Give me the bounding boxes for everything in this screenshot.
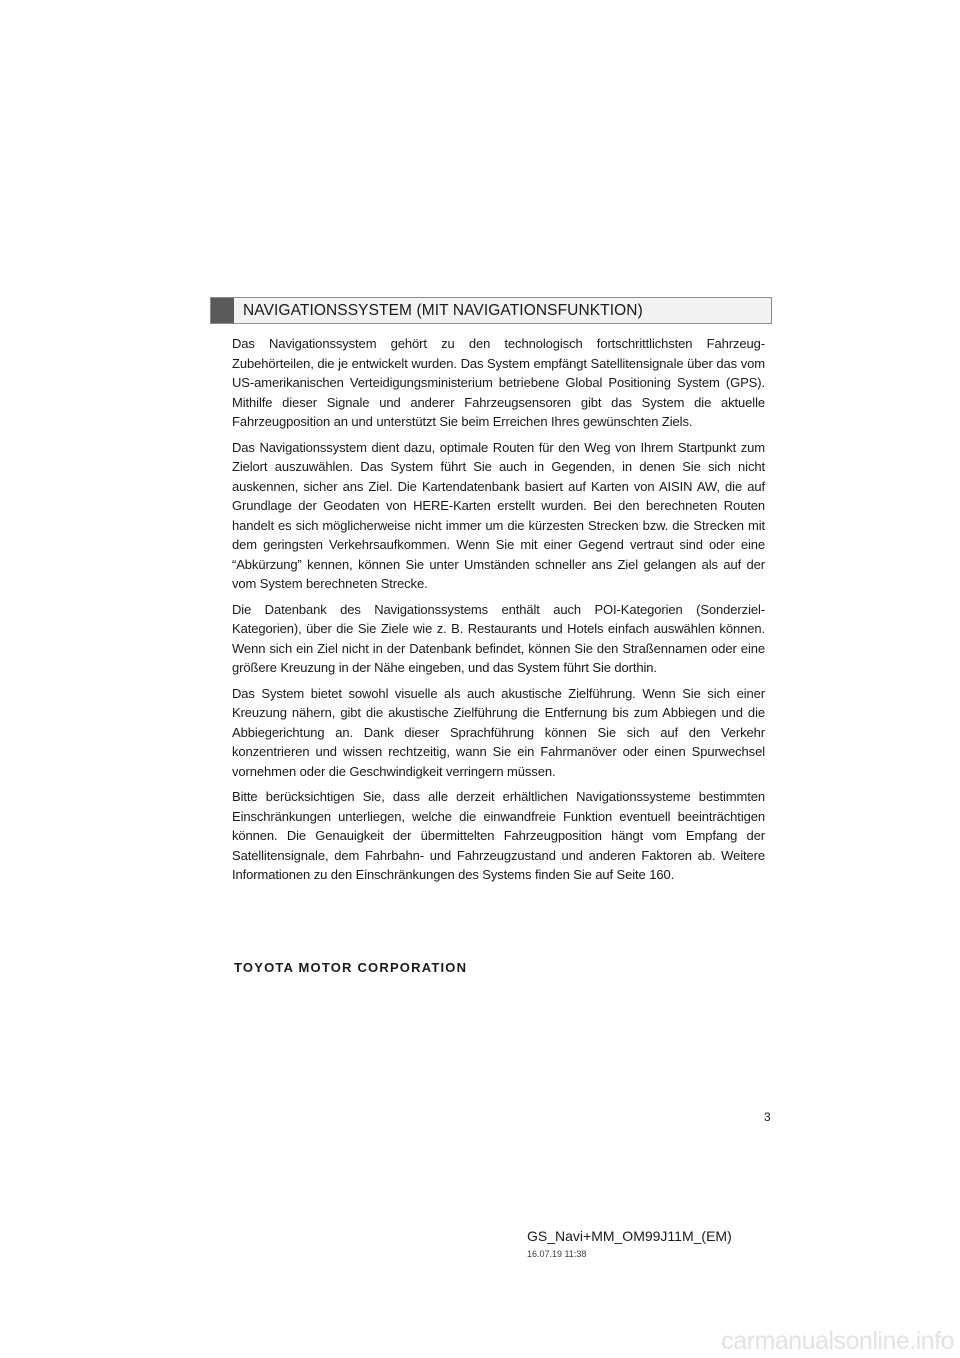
paragraph-limitations: Bitte berücksichtigen Sie, dass alle derzeit erhältlichen Navigationssysteme bestimmten Einschränkungen unterliegen, welche die einwandfreie Funktion eventuell beeinträchtigen können. Die Genauigkeit der übermittelten Fahrzeugposition hängt vom Empfang der Satellitensignale, dem Fahrbahn- und Fahrzeugzustand und anderen Faktoren ab. Weitere Informationen zu den Einschränkungen des Systems finden Sie auf Seite 160.: [232, 789, 765, 882]
section-marker: [211, 298, 234, 323]
paragraph-intro: Das Navigationssystem gehört zu den technologisch fortschrittlichsten Fahrzeug-Zubehörteilen, die je entwickelt wurden. Das System empfängt Satellitensignale über das vom US-amerikanischen Verteidigungsministerium betriebene Global Positioning System (GPS). Mithilfe dieser Signale und anderer Fahrzeugsensoren gibt das System die aktuelle Fahrzeugposition an und unterstützt Sie beim Erreichen Ihres gewünschten Ziels.: [232, 336, 765, 429]
section-title: NAVIGATIONSSYSTEM (MIT NAVIGATIONSFUNKTION): [243, 302, 643, 319]
paragraph-database: Die Datenbank des Navigationssystems enthält auch POI-Kategorien (Sonderziel-Kategorien), über die Sie Ziele wie z. B. Restaurants und Hotels einfach auswählen können. Wenn sich ein Ziel nicht in der Datenbank befindet, können Sie den Straßennamen oder eine größere Kreuzung in der Nähe eingeben, und das System führt Sie dorthin.: [232, 601, 765, 675]
page-number: 3: [764, 1110, 771, 1124]
brand-name: TOYOTA MOTOR CORPORATION: [234, 960, 468, 975]
paragraph-routes: Das Navigationssystem dient dazu, optimale Routen für den Weg von Ihrem Startpunkt zum Zielort auszuwählen. Das System führt Sie auch in Gegenden, in denen Sie sich nicht auskennen, sicher ans Ziel. Die Kartendatenbank basiert auf Karten von AISIN AW, die auf Grundlage der Geodaten von HERE-Karten erstellt wurden. Bei den berechneten Routen handelt es sich möglicherweise nicht immer um die kürzesten Strecken bzw. die Strecken mit dem geringsten Verkehrsaufkommen. Wenn Sie mit einer Gegend vertraut sind oder eine “Abkürzung” kennen, können Sie unter Umständen schneller ans Ziel gelangen als auf der vom System berechneten Strecke.: [232, 439, 765, 591]
document-date: 16.07.19 11:38: [527, 1249, 587, 1259]
document-code: GS_Navi+MM_OM99J11M_(EM): [527, 1228, 732, 1244]
body-text: [232, 334, 765, 891]
section-header: [210, 297, 772, 324]
paragraph-guidance: Das System bietet sowohl visuelle als auch akustische Zielführung. Wenn Sie sich einer Kreuzung nähern, gibt die akustische Zielführung die Entfernung bis zum Abbiegen und die Abbiegerichtung an. Dank dieser Sprachführung können Sie sich auf den Verkehr konzentrieren und wissen rechtzeitig, wann Sie ein Fahrmanöver oder einen Spurwechsel vornehmen oder die Geschwindigkeit verringern müssen.: [232, 685, 765, 779]
watermark: carmanualsonline.info: [721, 1327, 954, 1355]
